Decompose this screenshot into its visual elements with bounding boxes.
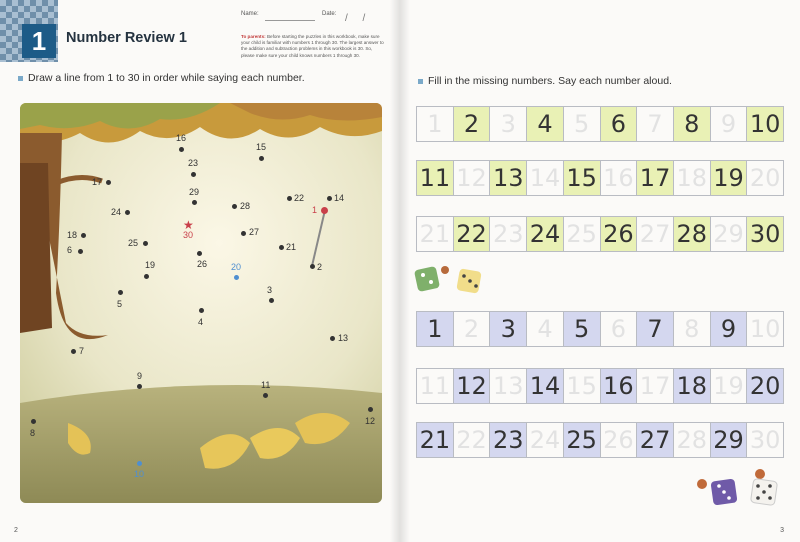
dot-26[interactable] [197,251,202,256]
blank-number-cell[interactable]: 28 [674,423,711,457]
number-cell: 24 [527,217,564,251]
number-cell: 20 [747,369,783,403]
blank-number-cell[interactable]: 4 [527,312,564,346]
left-instruction [18,72,305,84]
dot-27[interactable] [241,231,246,236]
number-row-4 [416,311,784,347]
star-icon[interactable]: ★ [183,218,194,232]
dot-label-18: 18 [67,230,78,240]
dot-label-3: 3 [267,285,273,295]
blank-number-cell[interactable]: 16 [601,161,638,195]
parent-note-lead: To parents: [241,34,266,39]
blank-number-cell[interactable]: 18 [674,161,711,195]
dice-purple-white-icon [690,466,790,510]
blank-number-cell[interactable]: 19 [711,369,748,403]
dot-label-10: 10 [134,469,145,479]
dot-10[interactable] [137,461,142,466]
blank-number-cell[interactable]: 27 [637,217,674,251]
bullet-square-icon [418,79,423,84]
dot-label-11: 11 [261,380,271,390]
blank-number-cell[interactable]: 3 [490,107,527,141]
dot-6[interactable] [78,249,83,254]
number-cell: 26 [601,217,638,251]
blank-number-cell[interactable]: 1 [417,107,454,141]
number-cell: 12 [454,369,491,403]
dot-8[interactable] [31,419,36,424]
dot-label-13: 13 [338,333,349,343]
page-number-left: 2 [14,527,18,534]
number-row-5 [416,368,784,404]
blank-number-cell[interactable]: 8 [674,312,711,346]
blank-number-cell[interactable]: 26 [601,423,638,457]
number-cell: 10 [747,107,783,141]
blank-number-cell[interactable]: 17 [637,369,674,403]
blank-number-cell[interactable]: 5 [564,107,601,141]
tree-scene-illustration [20,103,382,503]
number-cell: 28 [674,217,711,251]
blank-number-cell[interactable]: 15 [564,369,601,403]
number-cell: 29 [711,423,748,457]
number-cell: 9 [711,312,748,346]
number-cell: 18 [674,369,711,403]
number-cell: 7 [637,312,674,346]
parent-note-text: Before starting the puzzles in this workbook, make sure your child is familiar with numbers 1 through 30. The largest answer to the addition and subtraction problems in this workbook is 30. So, please make sure your child knows numbers 1 through 30. [241,34,384,58]
blank-number-cell[interactable]: 21 [417,217,454,251]
dot-2[interactable] [310,264,315,269]
right-instruction-text: Fill in the missing numbers. Say each number aloud. [428,75,672,87]
number-cell: 25 [564,423,601,457]
dot-label-9: 9 [137,371,143,381]
dot-label-6: 6 [67,245,73,255]
blank-number-cell[interactable]: 7 [637,107,674,141]
page-title: Number Review 1 [66,30,187,46]
number-cell: 8 [674,107,711,141]
number-cell: 17 [637,161,674,195]
dot-14[interactable] [327,196,332,201]
dot-label-12: 12 [365,416,376,426]
number-row-2 [416,160,784,196]
number-row-6 [416,422,784,458]
dot-label-26: 26 [197,259,208,269]
blank-number-cell[interactable]: 12 [454,161,491,195]
blank-number-cell[interactable]: 22 [454,423,491,457]
dot-label-8: 8 [30,428,36,438]
blank-number-cell[interactable]: 20 [749,164,781,192]
blank-number-cell[interactable]: 9 [711,107,748,141]
left-instruction-text: Draw a line from 1 to 30 in order while saying each number. [28,72,305,84]
number-cell: 1 [417,312,454,346]
page-number-right: 3 [780,527,784,534]
blank-number-cell[interactable]: 11 [417,369,454,403]
number-row-1 [416,106,784,142]
number-cell: 30 [747,217,783,251]
lesson-badge [0,0,58,62]
number-cell: 19 [711,161,748,195]
dot-9[interactable] [137,384,142,389]
dot-label-23: 23 [188,158,199,168]
dot-label-17: 17 [92,177,103,187]
dot-11[interactable] [263,393,268,398]
dot-label-7: 7 [79,346,85,356]
right-instruction [418,75,672,87]
dot-23[interactable] [191,172,196,177]
blank-number-cell[interactable]: 29 [711,217,748,251]
blank-number-cell[interactable]: 25 [564,217,601,251]
blank-number-cell[interactable]: 10 [749,315,781,343]
lesson-number: 1 [22,24,56,58]
blank-number-cell[interactable]: 24 [527,423,564,457]
dot-4[interactable] [199,308,204,313]
dot-18[interactable] [81,233,86,238]
dot-label-30: 30 [183,230,194,240]
dot-label-19: 19 [145,260,156,270]
dot-16[interactable] [179,147,184,152]
dot-17[interactable] [106,180,111,185]
dot-label-25: 25 [128,238,139,248]
date-label: Date: [322,11,337,17]
number-cell: 22 [454,217,491,251]
dot-3[interactable] [269,298,274,303]
number-cell: 3 [490,312,527,346]
dot-label-29: 29 [189,187,200,197]
dot-label-1: 1 [312,205,318,215]
number-cell: 16 [601,369,638,403]
blank-number-cell[interactable]: 13 [490,369,527,403]
dot-label-4: 4 [198,317,204,327]
number-cell: 14 [527,369,564,403]
dot-12[interactable] [368,407,373,412]
dot-label-21: 21 [286,242,297,252]
blank-number-cell[interactable]: 6 [601,312,638,346]
number-row-3 [416,216,784,252]
dot-label-20: 20 [231,262,242,272]
number-cell: 5 [564,312,601,346]
dot-20[interactable] [234,275,239,280]
dot-7[interactable] [71,349,76,354]
bullet-square-icon [18,76,23,81]
number-cell: 13 [490,161,527,195]
number-cell: 23 [490,423,527,457]
number-cell: 4 [527,107,564,141]
dot-22[interactable] [287,196,292,201]
dot-28[interactable] [232,204,237,209]
dot-to-dot-picture[interactable] [20,103,382,503]
book-gutter [390,0,410,542]
number-cell: 15 [564,161,601,195]
name-field[interactable] [265,20,315,21]
dot-25[interactable] [143,241,148,246]
number-cell: 21 [417,423,454,457]
number-cell: 6 [601,107,638,141]
dot-label-24: 24 [111,207,122,217]
dot-24[interactable] [125,210,130,215]
number-cell: 27 [637,423,674,457]
blank-number-cell[interactable]: 30 [749,426,781,454]
number-cell: 11 [417,161,454,195]
dice-green-yellow-icon [414,260,484,300]
dot-21[interactable] [279,245,284,250]
dot-19[interactable] [144,274,149,279]
right-page [400,0,800,542]
name-label: Name: [241,11,259,17]
dot-label-15: 15 [256,142,267,152]
blank-number-cell[interactable]: 2 [454,312,491,346]
date-field[interactable]: / / [345,13,372,24]
dot-5[interactable] [118,290,123,295]
blank-number-cell[interactable]: 14 [527,161,564,195]
dot-label-14: 14 [334,193,345,203]
dot-label-5: 5 [117,299,123,309]
dot-label-27: 27 [249,227,260,237]
dot-15[interactable] [259,156,264,161]
dot-label-16: 16 [176,133,187,143]
dot-label-28: 28 [240,201,251,211]
dot-29[interactable] [192,200,197,205]
dot-1[interactable] [321,207,328,214]
blank-number-cell[interactable]: 23 [490,217,527,251]
dot-label-2: 2 [317,262,323,272]
parent-note [241,34,385,59]
number-cell: 2 [454,107,491,141]
dot-13[interactable] [330,336,335,341]
dot-label-22: 22 [294,193,305,203]
